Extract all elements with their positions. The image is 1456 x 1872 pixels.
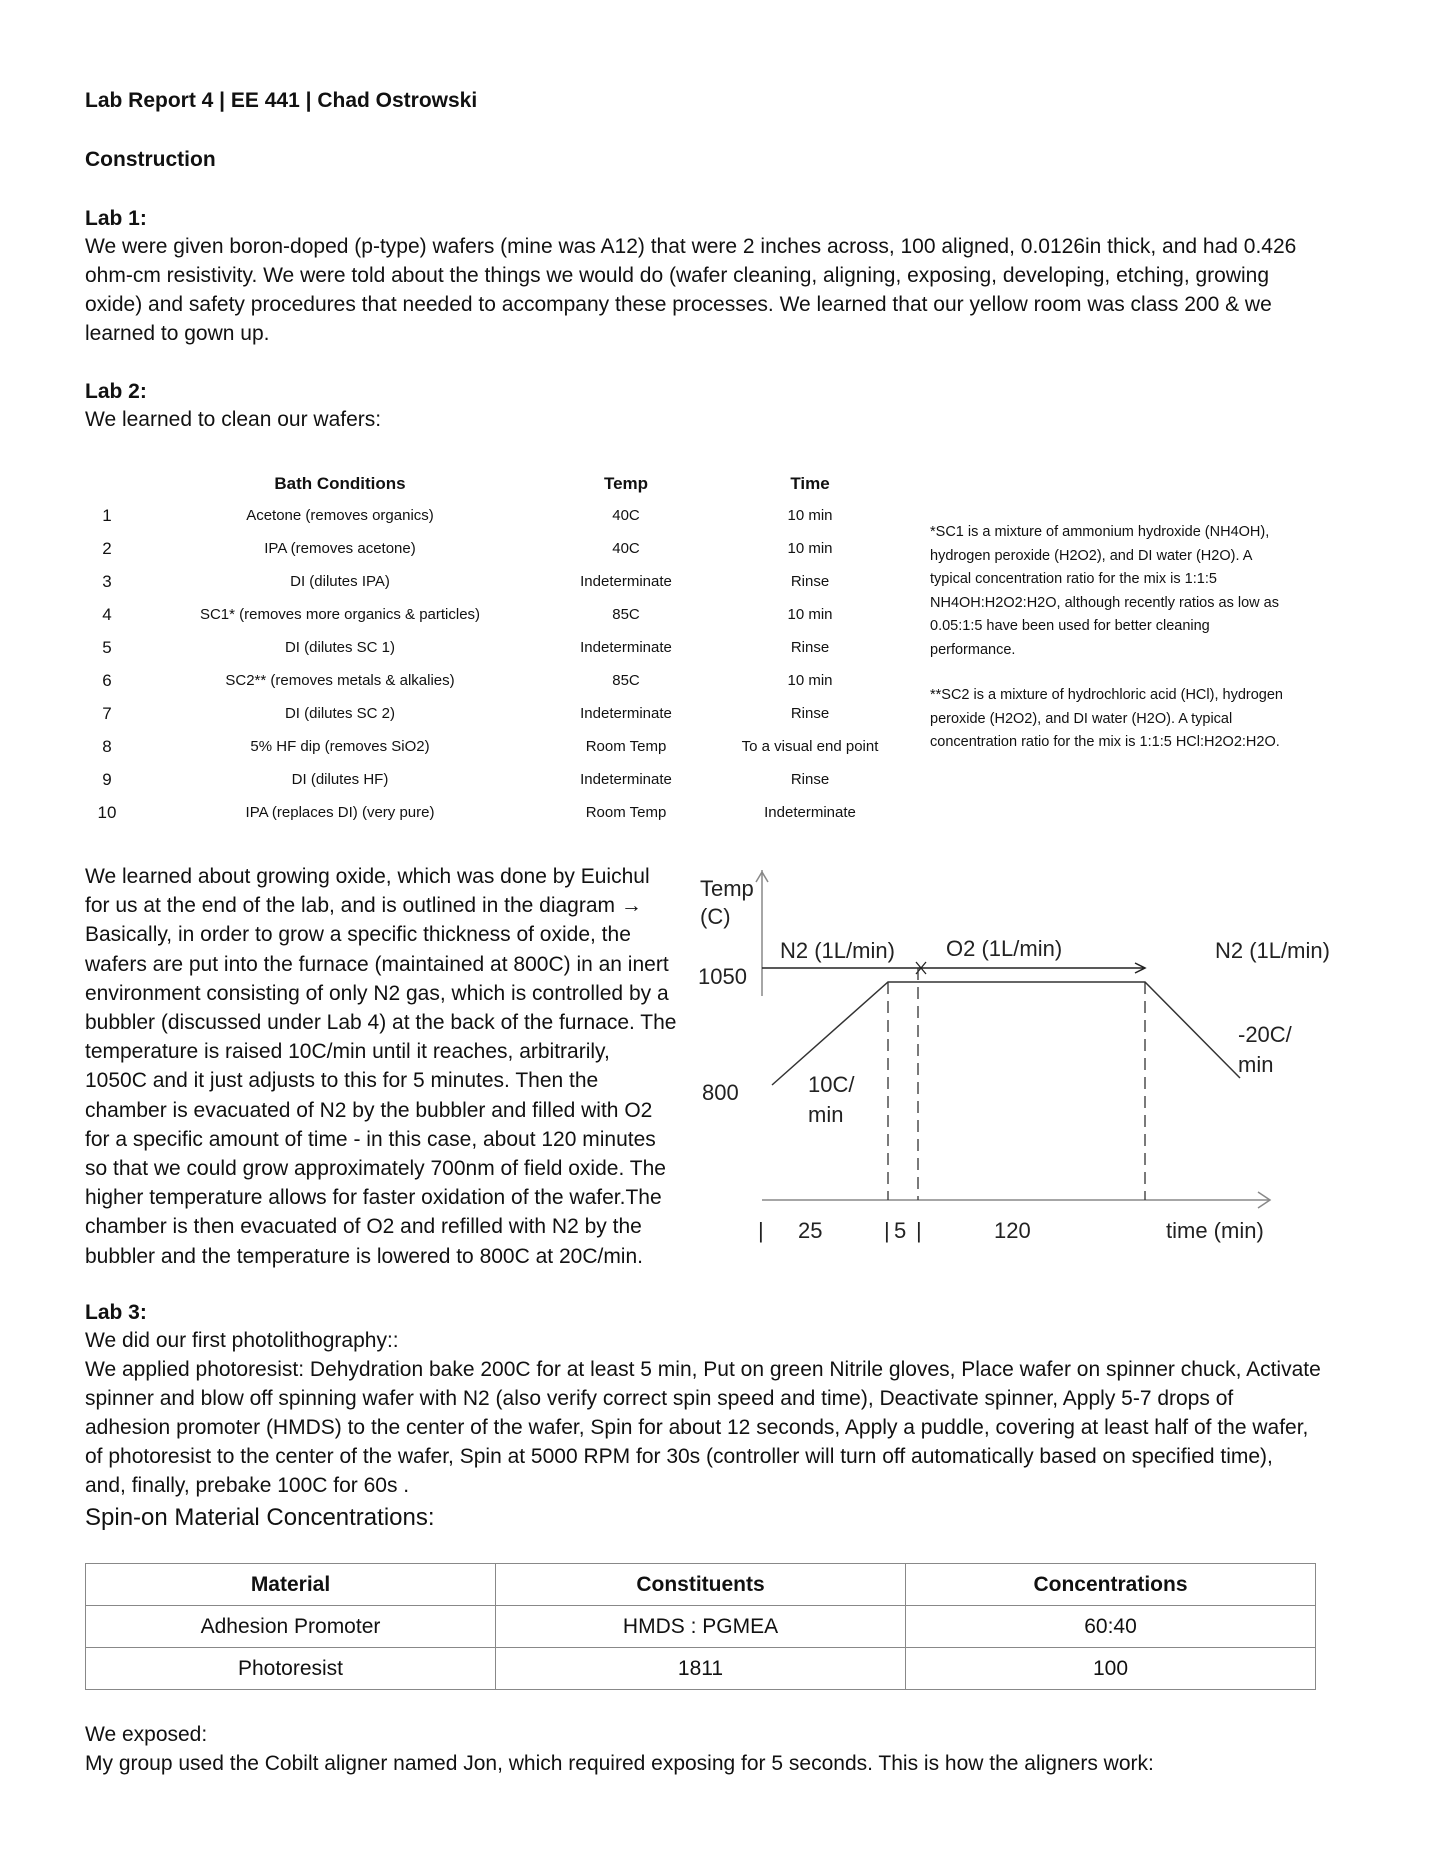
construction-heading: Construction <box>85 148 216 171</box>
oxide-line: environment consisting of only N2 gas, which is controlled by a <box>85 981 669 1005</box>
lab2-intro: We learned to clean our wafers: <box>85 408 382 431</box>
y-label-temp: Temp <box>700 876 754 901</box>
oxide-line: temperature is raised 10C/min until it reaches, arbitrarily, <box>85 1040 610 1064</box>
lab3-line: We applied photoresist: Dehydration bake 200C for at least 5 min, Put on green Nitrile gloves, Place wafer on spinner chuck, Activate <box>85 1358 1321 1381</box>
oxide-growth-diagram <box>690 870 1370 1250</box>
spin-table-header-row <box>86 1564 1316 1606</box>
x-label-5: 5 <box>894 1218 907 1243</box>
bath-row-condition: IPA (replaces DI) (very pure) <box>245 804 435 821</box>
spin-header-material: Material <box>86 1564 496 1606</box>
lab1-line: ohm-cm resistivity. We were told about the things we would do (wafer cleaning, aligning, exposing, developing, etching, growing <box>85 264 1270 287</box>
spin-on-table <box>85 1563 1316 1690</box>
gas-label-n2-end: N2 (1L/min) <box>1215 938 1330 963</box>
oxide-line: wafers are put into the furnace (maintained at 800C) in an inert <box>85 952 669 976</box>
bath-row-time: 10 min <box>787 507 833 524</box>
lab3-line: spinner and blow off spinning wafer with N2 (also verify correct spin speed and time), Deactivate spinner, Apply 5-7 drops of <box>85 1387 1234 1410</box>
sc1-note-line: 0.05:1:5 have been used for better cleaning <box>930 618 1210 634</box>
oxide-line: chamber is evacuated of N2 by the bubbler and filled with O2 <box>85 1098 653 1122</box>
bath-row-temp: Room Temp <box>585 738 667 755</box>
lab3-line: adhesion promoter (HMDS) to the center of the wafer, Spin for about 12 seconds, Apply a puddle, covering at least half of the wafer, <box>85 1416 1309 1439</box>
lab3-paragraph <box>85 1355 1375 1500</box>
sc2-note-line: **SC2 is a mixture of hydrochloric acid (HCl), hydrogen <box>930 687 1283 703</box>
bath-row-number: 9 <box>102 770 112 789</box>
y-tick-800: 800 <box>702 1080 739 1105</box>
bath-row-temp: Room Temp <box>585 804 667 821</box>
y-label-unit: (C) <box>700 904 731 929</box>
bath-row-temp: 40C <box>612 507 640 524</box>
sc1-note-line: *SC1 is a mixture of ammonium hydroxide (NH4OH), <box>930 524 1270 540</box>
oxide-line: so that we could grow approximately 700nm of field oxide. The <box>85 1157 666 1181</box>
bath-row-temp: Indeterminate <box>580 705 672 722</box>
table-row <box>86 1606 1316 1648</box>
spin-cell-material: Photoresist <box>86 1648 496 1690</box>
bath-row-time: 10 min <box>787 540 833 557</box>
spin-cell-concentration: 100 <box>906 1648 1316 1690</box>
bath-row-number: 3 <box>102 572 112 591</box>
bath-row-time: 10 min <box>787 606 833 623</box>
oxide-line: higher temperature allows for faster oxidation of the wafer.The <box>85 1186 662 1210</box>
ramp-down-label: -20C/ <box>1238 1022 1292 1047</box>
bath-row-condition: SC1* (removes more organics & particles) <box>199 606 481 623</box>
spin-cell-constituents: HMDS : PGMEA <box>496 1606 906 1648</box>
bath-row-temp: Indeterminate <box>580 771 672 788</box>
bath-row-number: 1 <box>102 506 112 525</box>
y-tick-1050: 1050 <box>698 964 747 989</box>
gas-label-o2: O2 (1L/min) <box>946 936 1063 961</box>
table-row <box>86 1648 1316 1690</box>
spin-cell-material: Adhesion Promoter <box>86 1606 496 1648</box>
bath-row-time: Rinse <box>790 705 830 722</box>
bath-row-condition: DI (dilutes IPA) <box>290 573 390 590</box>
bath-row-condition: DI (dilutes SC 2) <box>284 705 396 722</box>
sc2-note-line: concentration ratio for the mix is 1:1:5 HCl:H2O2:H2O. <box>930 734 1280 750</box>
spin-header-concentrations: Concentrations <box>906 1564 1316 1606</box>
temp-header: Temp <box>603 474 649 493</box>
sc2-note-line: peroxide (H2O2), and DI water (H2O). A typical <box>930 710 1233 727</box>
oxide-line: chamber is then evacuated of O2 and refilled with N2 by the <box>85 1215 642 1239</box>
bath-row-number: 4 <box>102 605 112 624</box>
bath-row-time: Rinse <box>790 573 830 590</box>
x-label-25: 25 <box>798 1218 823 1243</box>
bath-row-condition: SC2** (removes metals & alkalies) <box>225 672 455 689</box>
x-label-120: 120 <box>994 1218 1031 1243</box>
spin-header-constituents: Constituents <box>496 1564 906 1606</box>
bath-row-temp: 85C <box>612 672 640 689</box>
lab1-line: oxide) and safety procedures that needed to accompany these processes. We learned that our yellow room was class 200 & we <box>85 293 1272 316</box>
bath-row-temp: 85C <box>612 606 640 623</box>
lab1-heading: Lab 1: <box>85 207 147 230</box>
oxide-line: bubbler and the temperature is lowered to 800C at 20C/min. <box>85 1244 643 1268</box>
ramp-down-label-unit: min <box>1238 1052 1274 1077</box>
exposed-text: My group used the Cobilt aligner named Jon, which required exposing for 5 seconds. This is how the aligners work: <box>85 1752 1154 1775</box>
x-axis-title: time (min) <box>1166 1218 1264 1243</box>
bath-row-number: 8 <box>102 737 112 756</box>
bath-row-number: 5 <box>102 638 112 657</box>
bath-row-time: Rinse <box>790 771 830 788</box>
sc1-note-line: typical concentration ratio for the mix is 1:1:5 <box>930 571 1217 587</box>
bath-header: Bath Conditions <box>274 474 406 493</box>
oxide-line: bubbler (discussed under Lab 4) at the back of the furnace. The <box>85 1011 677 1035</box>
lab1-line: We were given boron-doped (p-type) wafers (mine was A12) that were 2 inches across, 100 aligned, 0.0126in thick, and had 0.426 <box>85 235 1297 258</box>
gas-label-n2-start: N2 (1L/min) <box>780 938 895 963</box>
oxide-line: for us at the end of the lab, and is outlined in the diagram → <box>85 894 642 918</box>
bath-row-number: 7 <box>102 704 112 723</box>
lab2-heading: Lab 2: <box>85 380 147 403</box>
spin-cell-constituents: 1811 <box>496 1648 906 1690</box>
x-tick-bar: | <box>758 1218 764 1243</box>
exposed-heading: We exposed: <box>85 1723 208 1746</box>
bath-row-number: 10 <box>97 803 117 822</box>
oxide-paragraph <box>85 862 705 1271</box>
ramp-up-label-unit: min <box>808 1102 844 1127</box>
lab3-line: of photoresist to the center of the wafer, Spin at 5000 RPM for 30s (controller will turn off automatically based on specified time), <box>85 1445 1273 1468</box>
oxide-line: for a specific amount of time - in this case, about 120 minutes <box>85 1127 656 1151</box>
oxide-line: We learned about growing oxide, which was done by Euichul <box>85 865 650 888</box>
lab1-line: learned to gown up. <box>85 322 270 345</box>
bath-row-condition: 5% HF dip (removes SiO2) <box>250 738 430 755</box>
bath-row-condition: IPA (removes acetone) <box>264 540 416 557</box>
lab3-heading: Lab 3: <box>85 1301 147 1324</box>
lab3-line: and, finally, prebake 100C for 60s . <box>85 1474 410 1497</box>
bath-row-number: 2 <box>102 539 112 558</box>
lab3-intro: We did our first photolithography:: <box>85 1329 399 1352</box>
sc1-note-line: performance. <box>930 641 1016 658</box>
bath-row-condition: DI (dilutes SC 1) <box>284 639 396 656</box>
bath-row-temp: Indeterminate <box>580 639 672 656</box>
bath-row-time: 10 min <box>787 672 833 689</box>
lab1-paragraph <box>85 232 1375 348</box>
ramp-up-label: 10C/ <box>808 1072 855 1097</box>
oxide-line: 1050C and it just adjusts to this for 5 minutes. Then the <box>85 1069 599 1093</box>
temperature-profile <box>772 982 1240 1085</box>
bath-row-time: Indeterminate <box>764 804 856 821</box>
time-header: Time <box>790 474 830 493</box>
sc1-note <box>930 521 1370 662</box>
bath-row-temp: 40C <box>612 540 640 557</box>
bath-row-condition: DI (dilutes HF) <box>291 771 389 788</box>
x-tick-bar: | <box>884 1218 890 1243</box>
x-tick-bar: | <box>916 1218 922 1243</box>
oxide-line: Basically, in order to grow a specific thickness of oxide, the <box>85 923 631 947</box>
bath-row-time: Rinse <box>790 639 830 656</box>
bath-row-temp: Indeterminate <box>580 573 672 590</box>
sc1-note-line: hydrogen peroxide (H2O2), and DI water (H2O). A <box>930 547 1253 564</box>
bath-row-number: 6 <box>102 671 112 690</box>
bath-row-condition: Acetone (removes organics) <box>246 507 434 524</box>
spin-cell-concentration: 60:40 <box>906 1606 1316 1648</box>
bath-row-time: To a visual end point <box>741 738 879 755</box>
report-title: Lab Report 4 | EE 441 | Chad Ostrowski <box>85 89 478 112</box>
sc1-note-line: NH4OH:H2O2:H2O, although recently ratios as low as <box>930 594 1279 611</box>
sc2-note <box>930 684 1370 755</box>
spin-on-heading: Spin-on Material Concentrations: <box>85 1504 435 1531</box>
